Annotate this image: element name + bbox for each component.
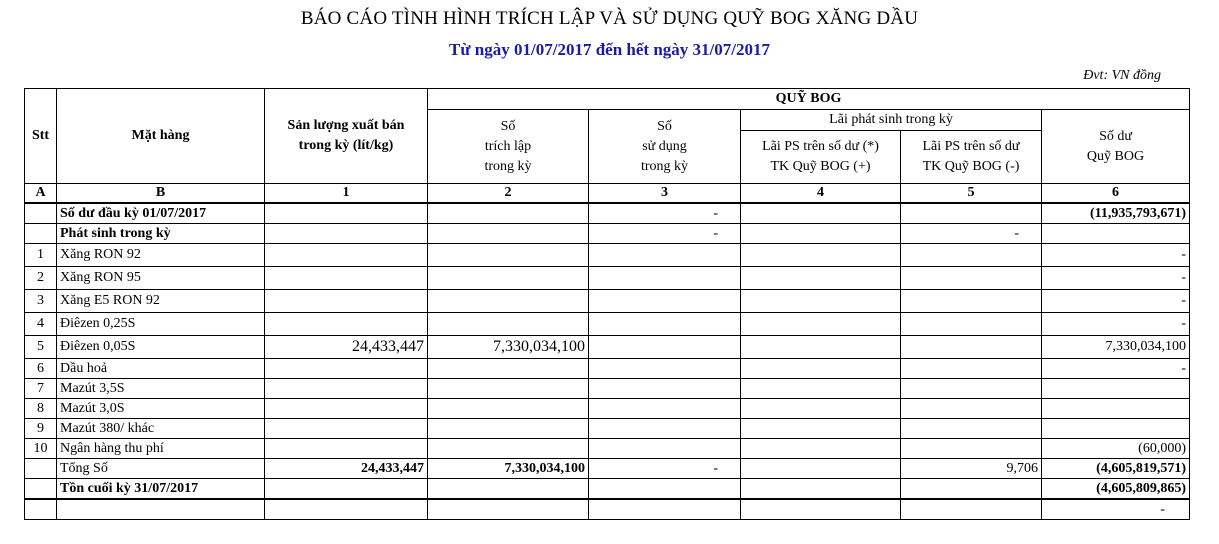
bog-fund-table xyxy=(24,88,1190,520)
row-allocated xyxy=(428,419,589,439)
total-allocated: 7,330,034,100 xyxy=(428,459,589,479)
row-balance: - xyxy=(1042,359,1190,379)
opening-used-value: - xyxy=(589,203,741,224)
allocated-header xyxy=(428,110,589,184)
opening-balance-label: Số dư đầu kỳ 01/07/2017 xyxy=(57,203,265,224)
row-allocated xyxy=(428,290,589,313)
row-allocated xyxy=(428,313,589,336)
table-row xyxy=(25,399,1190,419)
row-item-name: Mazút 3,0S xyxy=(57,399,265,419)
row-volume xyxy=(265,244,428,267)
row-stt: 3 xyxy=(25,290,57,313)
row-balance: 7,330,034,100 xyxy=(1042,336,1190,359)
arising-interest-minus: - xyxy=(901,224,1042,244)
row-allocated xyxy=(428,379,589,399)
row-stt: 4 xyxy=(25,313,57,336)
table-row xyxy=(25,244,1190,267)
interest-minus-line2: TK Quỹ BOG (-) xyxy=(922,159,1020,174)
row-volume xyxy=(265,399,428,419)
table-row xyxy=(25,267,1190,290)
allocated-header-line3: trong kỳ xyxy=(484,158,532,174)
total-used: - xyxy=(589,459,741,479)
report-period: Từ ngày 01/07/2017 đến hết ngày 31/07/2017 xyxy=(449,40,770,59)
row-item-name: Mazút 380/ khác xyxy=(57,419,265,439)
used-header-line3: trong kỳ xyxy=(640,158,689,174)
stt-header: Stt xyxy=(25,89,57,184)
interest-minus-header xyxy=(901,131,1042,184)
total-label: Tổng Số xyxy=(57,459,265,479)
closing-balance-value: (4,605,809,865) xyxy=(1042,479,1190,500)
used-header-line2: sử dụng xyxy=(642,138,687,154)
row-stt: 8 xyxy=(25,399,57,419)
row-balance: - xyxy=(1042,244,1190,267)
balance-header-line1: Số dư xyxy=(1099,128,1132,144)
row-allocated xyxy=(428,359,589,379)
row-stt: 5 xyxy=(25,336,57,359)
report-title: BÁO CÁO TÌNH HÌNH TRÍCH LẬP VÀ SỬ DỤNG QUỸ BOG XĂNG DẦU xyxy=(300,8,919,29)
row-stt: 6 xyxy=(25,359,57,379)
column-index-row xyxy=(25,184,1190,204)
row-balance xyxy=(1042,399,1190,419)
row-volume xyxy=(265,359,428,379)
volume-header-line2: trong kỳ (lít/kg) xyxy=(298,138,394,153)
closing-balance-row xyxy=(25,479,1190,500)
table-row xyxy=(25,336,1190,359)
opening-balance-value: (11,935,793,671) xyxy=(1042,203,1190,224)
row-balance: - xyxy=(1042,313,1190,336)
row-stt: 2 xyxy=(25,267,57,290)
row-allocated xyxy=(428,244,589,267)
index-cell: 5 xyxy=(901,184,1042,204)
currency-unit: Đvt: VN đồng xyxy=(1083,68,1161,83)
table-row xyxy=(25,379,1190,399)
table-row xyxy=(25,359,1190,379)
volume-header-line1: Sản lượng xuất bán xyxy=(287,118,405,133)
index-cell: A xyxy=(25,184,57,204)
bog-fund-header: QUỸ BOG xyxy=(428,89,1190,110)
index-cell: B xyxy=(57,184,265,204)
item-header: Mặt hàng xyxy=(57,89,265,184)
used-header-line1: Số xyxy=(657,118,672,134)
row-balance: (60,000) xyxy=(1042,439,1190,459)
total-balance: (4,605,819,571) xyxy=(1042,459,1190,479)
opening-balance-row xyxy=(25,203,1190,224)
interest-minus-line1: Lãi PS trên số dư xyxy=(922,139,1020,154)
row-item-name: Điêzen 0,25S xyxy=(57,313,265,336)
balance-header xyxy=(1042,110,1190,184)
row-allocated: 7,330,034,100 xyxy=(428,336,589,359)
table-row xyxy=(25,439,1190,459)
table-row xyxy=(25,419,1190,439)
total-volume: 24,433,447 xyxy=(265,459,428,479)
total-interest-minus: 9,706 xyxy=(901,459,1042,479)
row-stt: 9 xyxy=(25,419,57,439)
table-row xyxy=(25,313,1190,336)
row-item-name: Dầu hoả xyxy=(57,359,265,379)
index-cell: 2 xyxy=(428,184,589,204)
row-item-name: Xăng E5 RON 92 xyxy=(57,290,265,313)
interest-header: Lãi phát sinh trong kỳ xyxy=(741,110,1042,131)
interest-plus-line1: Lãi PS trên số dư (*) xyxy=(762,139,879,154)
allocated-header-line1: Số xyxy=(500,118,516,134)
row-balance xyxy=(1042,419,1190,439)
row-item-name: Xăng RON 92 xyxy=(57,244,265,267)
row-stt: 7 xyxy=(25,379,57,399)
row-allocated xyxy=(428,399,589,419)
row-balance xyxy=(1042,379,1190,399)
row-volume xyxy=(265,419,428,439)
row-item-name: Ngân hàng thu phí xyxy=(57,439,265,459)
balance-header-line2: Quỹ BOG xyxy=(1086,148,1145,164)
total-row xyxy=(25,459,1190,479)
row-item-name: Mazút 3,5S xyxy=(57,379,265,399)
blank-row-balance: - xyxy=(1042,499,1190,520)
row-volume xyxy=(265,379,428,399)
row-volume xyxy=(265,290,428,313)
row-volume xyxy=(265,267,428,290)
allocated-header-line2: trích lập xyxy=(484,138,532,154)
closing-balance-label: Tồn cuối kỳ 31/07/2017 xyxy=(57,479,265,500)
row-volume xyxy=(265,313,428,336)
row-stt: 1 xyxy=(25,244,57,267)
row-balance: - xyxy=(1042,290,1190,313)
index-cell: 1 xyxy=(265,184,428,204)
index-cell: 4 xyxy=(741,184,901,204)
table-row xyxy=(25,290,1190,313)
row-item-name: Xăng RON 95 xyxy=(57,267,265,290)
arising-row xyxy=(25,224,1190,244)
row-volume xyxy=(265,439,428,459)
row-allocated xyxy=(428,439,589,459)
row-balance: - xyxy=(1042,267,1190,290)
volume-header xyxy=(265,89,428,184)
used-header xyxy=(589,110,741,184)
row-volume: 24,433,447 xyxy=(265,336,428,359)
blank-row xyxy=(25,499,1190,520)
row-allocated xyxy=(428,267,589,290)
index-cell: 6 xyxy=(1042,184,1190,204)
arising-used-value: - xyxy=(589,224,741,244)
arising-label: Phát sinh trong kỳ xyxy=(57,224,265,244)
interest-plus-line2: TK Quỹ BOG (+) xyxy=(770,159,871,174)
row-item-name: Điêzen 0,05S xyxy=(57,336,265,359)
interest-plus-header xyxy=(741,131,901,184)
row-stt: 10 xyxy=(25,439,57,459)
index-cell: 3 xyxy=(589,184,741,204)
